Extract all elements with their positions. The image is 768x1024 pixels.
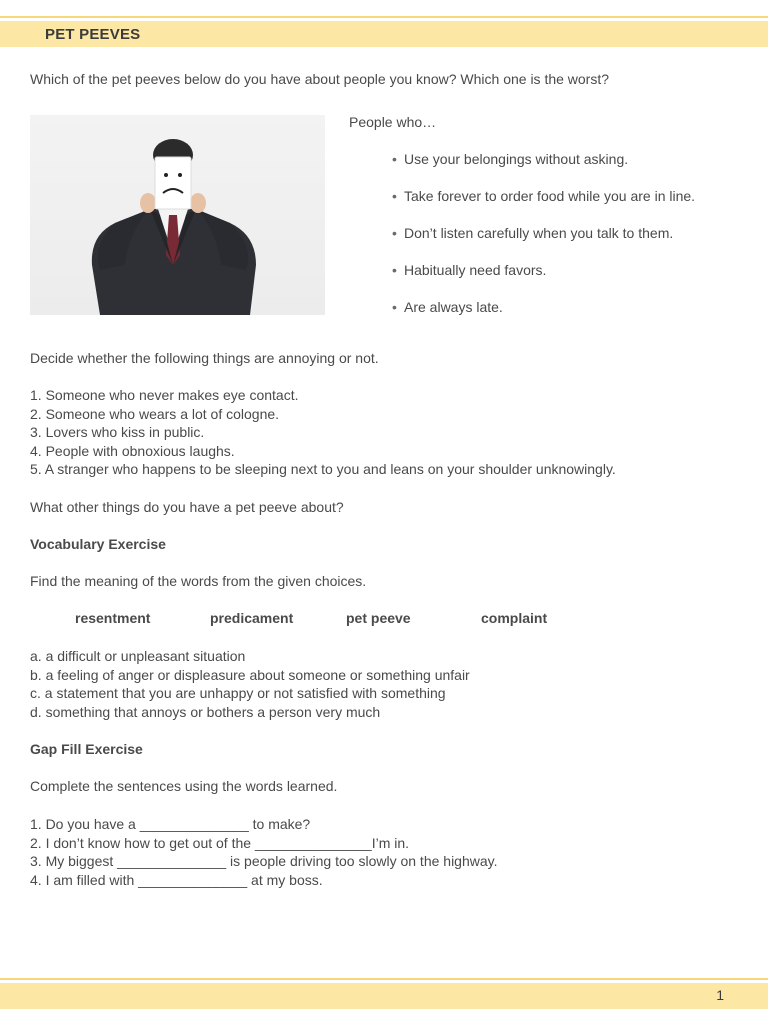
list-item: 2. I don’t know how to get out of the _______________I’m in.	[30, 834, 410, 851]
list-item: • Habitually need favors.	[392, 262, 547, 278]
word-choice: resentment	[75, 610, 151, 626]
list-item: d. something that annoys or bothers a person very much	[30, 703, 381, 720]
bullet-icon: •	[392, 151, 397, 167]
list-item: 1. Do you have a ______________ to make?	[30, 816, 311, 832]
businessman-sad-face-image	[30, 115, 325, 315]
list-item: 2. Someone who wears a lot of cologne.	[30, 405, 280, 422]
list-item: • Use your belongings without asking.	[392, 151, 629, 167]
list-item: 4. People with obnoxious laughs.	[30, 442, 235, 459]
people-who-lead: People who…	[349, 114, 437, 130]
word-choice: predicament	[210, 610, 294, 626]
list-item: 3. My biggest ______________ is people driving too slowly on the highway.	[30, 853, 498, 869]
header-top-rule	[0, 16, 768, 18]
footer-bar	[0, 983, 768, 1009]
bullet-icon: •	[392, 188, 397, 204]
word-choices	[0, 610, 768, 630]
page-number: 1	[716, 987, 724, 1003]
bullet-icon: •	[392, 299, 397, 315]
word-choice: complaint	[481, 610, 548, 626]
list-item: • Take forever to order food while you are in line.	[392, 188, 696, 204]
gap-fill-heading: Gap Fill Exercise	[30, 741, 143, 757]
list-item: • Are always late.	[392, 299, 503, 315]
decide-instruction: Decide whether the following things are annoying or not.	[30, 350, 379, 366]
vocabulary-instruction: Find the meaning of the words from the given choices.	[30, 573, 367, 589]
list-item: • Don’t listen carefully when you talk to them.	[392, 225, 674, 241]
list-item: 5. A stranger who happens to be sleeping next to you and leans on your shoulder unknowingly.	[30, 461, 616, 477]
decide-list	[30, 386, 616, 479]
word-choice: pet peeve	[346, 610, 411, 626]
list-item: b. a feeling of anger or displeasure about someone or something unfair	[30, 666, 470, 683]
definition-list	[30, 647, 470, 721]
list-item: 1. Someone who never makes eye contact.	[30, 387, 299, 403]
intro-question: Which of the pet peeves below do you have about people you know? Which one is the worst?	[30, 71, 610, 87]
gap-fill-instruction: Complete the sentences using the words learned.	[30, 778, 338, 794]
page-title: PET PEEVES	[45, 26, 141, 43]
list-item: a. a difficult or unpleasant situation	[30, 648, 246, 664]
bullet-icon: •	[392, 262, 397, 278]
list-item: 4. I am filled with ______________ at my boss.	[30, 871, 323, 888]
header-bar	[0, 21, 768, 47]
list-item: 3. Lovers who kiss in public.	[30, 424, 205, 440]
list-item: c. a statement that you are unhappy or not satisfied with something	[30, 685, 446, 701]
bullet-icon: •	[392, 225, 397, 241]
footer-top-rule	[0, 978, 768, 980]
gap-fill-list	[30, 815, 498, 889]
businessman-illustration	[30, 115, 325, 315]
vocabulary-heading: Vocabulary Exercise	[30, 536, 166, 552]
pet-peeve-list	[392, 150, 695, 335]
other-question: What other things do you have a pet peeve about?	[30, 499, 344, 515]
